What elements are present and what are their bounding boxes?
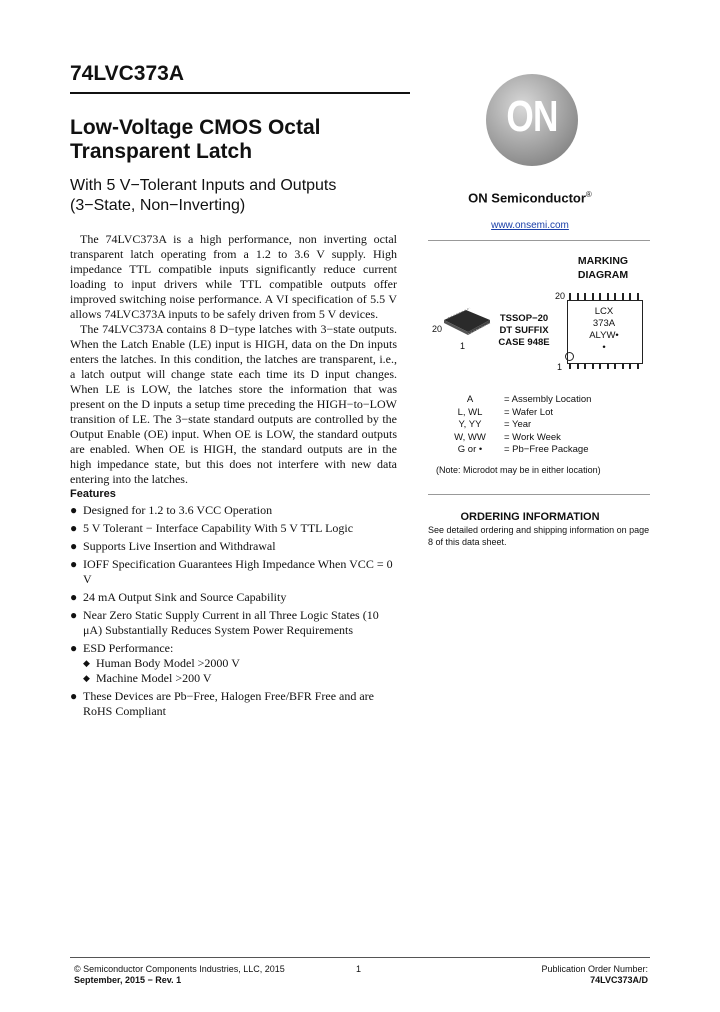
feature-item: ● 24 mA Output Sink and Source Capability [70, 590, 287, 604]
bullet-icon: ● [70, 557, 78, 571]
microdot-note: (Note: Microdot may be in either location) [436, 465, 601, 475]
bullet-icon: ● [70, 590, 78, 604]
feature-item: ● Near Zero Static Supply Current in all Three Logic States (10 μA) Substantially Reduces System Power Requirements [70, 608, 379, 637]
pin-1-indicator-icon [565, 352, 574, 361]
footer-rule [70, 957, 650, 958]
chip-top-pins [569, 293, 639, 300]
description [70, 232, 397, 487]
esd-item: ◆ Human Body Model >2000 V [83, 656, 240, 670]
diamond-bullet-icon: ◆ [83, 658, 90, 668]
divider [428, 240, 650, 241]
legend-row: Y, YY = Year [458, 419, 532, 431]
publication-label: Publication Order Number: [541, 964, 648, 974]
page-subtitle [70, 176, 410, 216]
page-title [70, 116, 410, 164]
page-number: 1 [356, 964, 362, 974]
company-url-link[interactable]: www.onsemi.com [491, 220, 569, 231]
bullet-icon: ● [70, 689, 78, 703]
chip-pin-20-label: 20 [555, 291, 566, 301]
ordering-text: See detailed ordering and shipping information on page 8 of this data sheet. [428, 525, 650, 547]
feature-item: ● Designed for 1.2 to 3.6 VCC Operation [70, 503, 273, 517]
company-name: ON Semiconductor® [468, 190, 592, 206]
logo-text: ON [506, 92, 558, 141]
feature-item: ● Supports Live Insertion and Withdrawal [70, 539, 276, 553]
header-rule [70, 92, 410, 94]
package-label: TSSOP−20 DT SUFFIX CASE 948E [498, 313, 550, 348]
package-pin-20-label: 20 [432, 324, 443, 334]
footer-right [520, 964, 648, 986]
bullet-icon: ● [70, 503, 78, 517]
bullet-icon: ● [70, 521, 78, 535]
title-line-2: Transparent Latch [70, 140, 253, 163]
legend-row: L, WL = Wafer Lot [457, 406, 554, 418]
description-paragraph-1: The 74LVC373A is a high performance, non inverting octal transparent latch operating from a 1.2 to 3.6 V supply. High impedance TTL compatible inputs significantly reduce current loading to input drivers while TTL compatible outputs offer improved switching noise performance. A VI specification of 5.5 V allows 74LVC373A inputs to be safely driven from 5 V devices. [70, 232, 397, 321]
divider [428, 494, 650, 495]
bullet-icon: ● [70, 539, 78, 553]
feature-item: ● ESD Performance: [70, 641, 174, 655]
description-paragraph-2: The 74LVC373A contains 8 D−type latches with 3−state outputs. When the Latch Enable (LE) input is HIGH, data on the Dn inputs enters the latches. In this condition, the latches are transparent, i.e., a latch output will change state each time its D input changes. When LE is LOW, the latches store the information that was present on the D inputs a setup time preceding the HIGH−to−LOW transition of LE. The 3−state standard outputs are controlled by the Output Enable (OE) input. When OE is LOW, the standard outputs are enabled. When OE is HIGH, the standard outputs are in the high impedance state, but this does not interfere with new data entering into the latches. [70, 322, 397, 486]
marking-legend [436, 394, 591, 457]
bullet-icon: ● [70, 641, 78, 655]
subtitle-line-1: With 5 V−Tolerant Inputs and Outputs [70, 177, 337, 194]
footer-left [74, 964, 285, 986]
legend-row: W, WW = Work Week [454, 431, 561, 443]
esd-item: ◆ Machine Model >200 V [83, 671, 212, 685]
title-line-1: Low-Voltage CMOS Octal [70, 116, 321, 139]
revision-date: September, 2015 − Rev. 1 [74, 975, 182, 985]
registered-mark: ® [585, 190, 592, 199]
feature-item: ● These Devices are Pb−Free, Halogen Free/BFR Free and are RoHS Compliant [70, 689, 374, 718]
diamond-bullet-icon: ◆ [83, 673, 90, 683]
legend-row: G or • = Pb−Free Package [457, 444, 589, 456]
subtitle-line-2: (3−State, Non−Inverting) [70, 197, 246, 214]
publication-number: 74LVC373A/D [590, 975, 648, 985]
copyright: © Semiconductor Components Industries, LLC, 2015 [74, 964, 285, 974]
chip-marking-text: LCX 373A ALYW• • [589, 306, 619, 353]
ordering-heading: ORDERING INFORMATION [460, 511, 600, 523]
package-pin-1-label: 1 [460, 341, 466, 351]
tssop-package-icon [440, 306, 494, 338]
features-heading: Features [70, 488, 116, 500]
bullet-icon: ● [70, 608, 78, 622]
feature-item: ● 5 V Tolerant − Interface Capability With 5 V TTL Logic [70, 521, 354, 535]
feature-item: ● IOFF Specification Guarantees High Impedance When VCC = 0 V [70, 557, 393, 586]
part-number: 74LVC373A [70, 62, 185, 85]
legend-row: A = Assembly Location [466, 394, 592, 405]
chip-pin-1-label: 1 [557, 362, 563, 372]
marking-diagram-heading: MARKING DIAGRAM [577, 255, 629, 281]
features-list [70, 503, 400, 722]
